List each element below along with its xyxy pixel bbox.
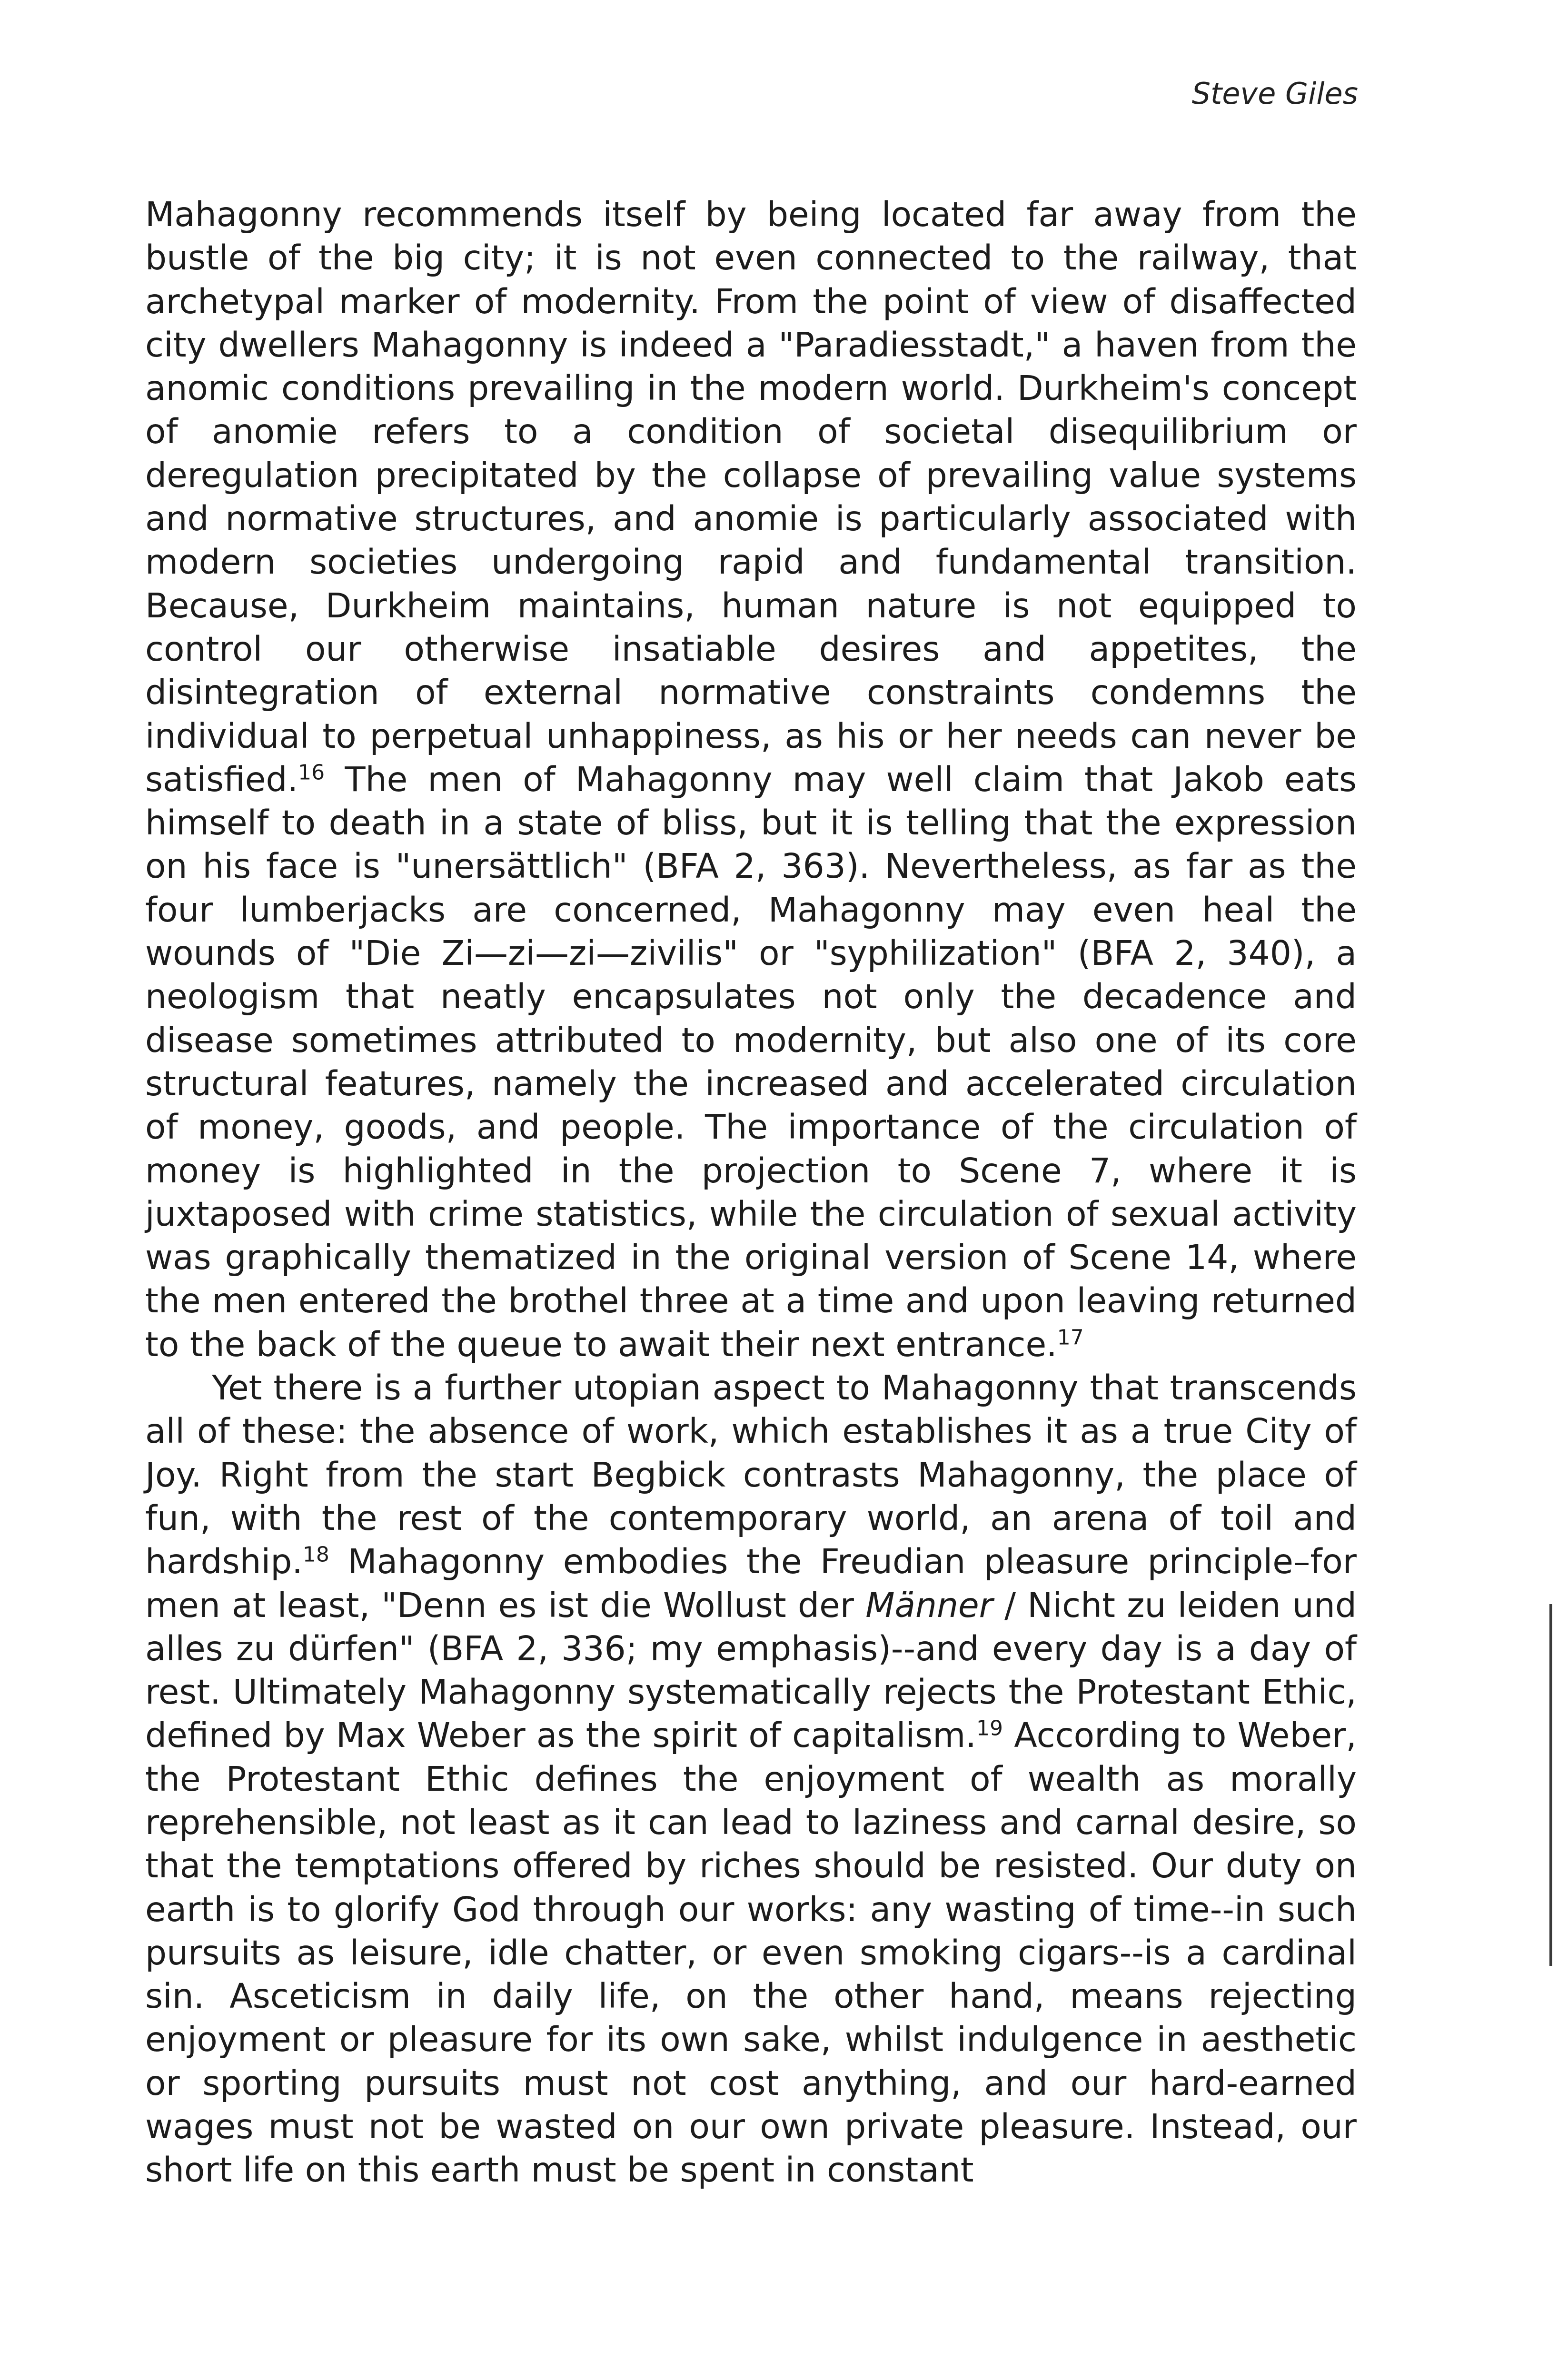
emphasized-word: Männer: [865, 1585, 993, 1625]
scan-edge-mark: [1549, 1604, 1552, 1966]
paragraph-2-text-d: According to Weber, the Protestant Ethic defines the enjoyment of wealth as morally reprehensible, not least as it can lead to laziness and carnal desire, so that the temptations offered by riches should be resisted. Our duty on earth is to glorify God through our works: any wasting of time--in such pursuits as leisure, idle chatter, or even smoking cigars--is a cardinal sin. Asceticism in daily life, on the other hand, means rejecting enjoyment or pleasure for its own sake, whilst indulgence in aesthetic or sporting pursuits must not cost anything, and our hard-earned wages must not be wasted on our own private pleasure. Instead, our short life on this earth must be spent in constant: [145, 1716, 1357, 2190]
body-text: [145, 193, 1357, 2192]
paragraph-1: [145, 193, 1357, 1366]
paragraph-2: [145, 1366, 1357, 2192]
paragraph-1-text-b: The men of Mahagonny may well claim that Jakob eats himself to death in a state of bliss, but it is telling that the expression on his face is "unersättlich" (BFA 2, 363). Nevertheless, as far as the four lumberjacks are concerned, Mahagonny may even heal the wounds of "Die Zi—zi—zi—zivilis" or "syphilization" (BFA 2, 340), a neologism that neatly encapsulates not only the decadence and disease sometimes attributed to modernity, but also one of its core structural features, namely the increased and accelerated circulation of money, goods, and people. The importance of the circulation of money is highlighted in the projection to Scene 7, where it is juxtaposed with crime statistics, while the circulation of sexual activity was graphically thematized in the original version of Scene 14, where the men entered the brothel three at a time and upon leaving returned to the back of the queue to await their next entrance.: [145, 759, 1357, 1364]
footnote-ref-17[interactable]: 17: [1057, 1325, 1084, 1350]
paragraph-2-text-c: / Nicht zu leiden und alles zu dürfen" (BFA 2, 336; my emphasis)--and every day is a day of rest. Ultimately Mahagonny systematically rejects the Protestant Ethic, defined by Max Weber as the spirit of capitalism.: [145, 1585, 1357, 1755]
footnote-ref-19[interactable]: 19: [976, 1716, 1003, 1741]
paragraph-2-text-b: Mahagonny embodies the Freudian pleasure principle–for men at least, "Denn es ist die Wollust der: [145, 1542, 1357, 1625]
footnote-ref-16[interactable]: 16: [298, 760, 325, 785]
paragraph-2-text-a: Yet there is a further utopian aspect to Mahagonny that transcends all of these: the absence of work, which establishes it as a true City of Joy. Right from the start Begbick contrasts Mahagonny, the place of fun, with the rest of the contemporary world, an arena of toil and hardship.: [145, 1368, 1357, 1582]
footnote-ref-18[interactable]: 18: [302, 1542, 329, 1567]
running-head: Steve Giles: [1191, 76, 1358, 111]
paragraph-1-text-a: Mahagonny recommends itself by being located far away from the bustle of the big city; it is not even connected to the railway, that archetypal marker of modernity. From the point of view of disaffected city dwellers Mahagonny is indeed a "Paradiesstadt," a haven from the anomic conditions prevailing in the modern world. Durkheim's concept of anomie refers to a condition of societal disequilibrium or deregulation precipitated by the collapse of prevailing value systems and normative structures, and anomie is particularly associated with modern societies undergoing rapid and fundamental transition. Because, Durkheim maintains, human nature is not equipped to control our otherwise insatiable desires and appetites, the disintegration of external normative constraints condemns the individual to perpetual unhappiness, as his or her needs can never be satisfied.: [145, 195, 1357, 799]
